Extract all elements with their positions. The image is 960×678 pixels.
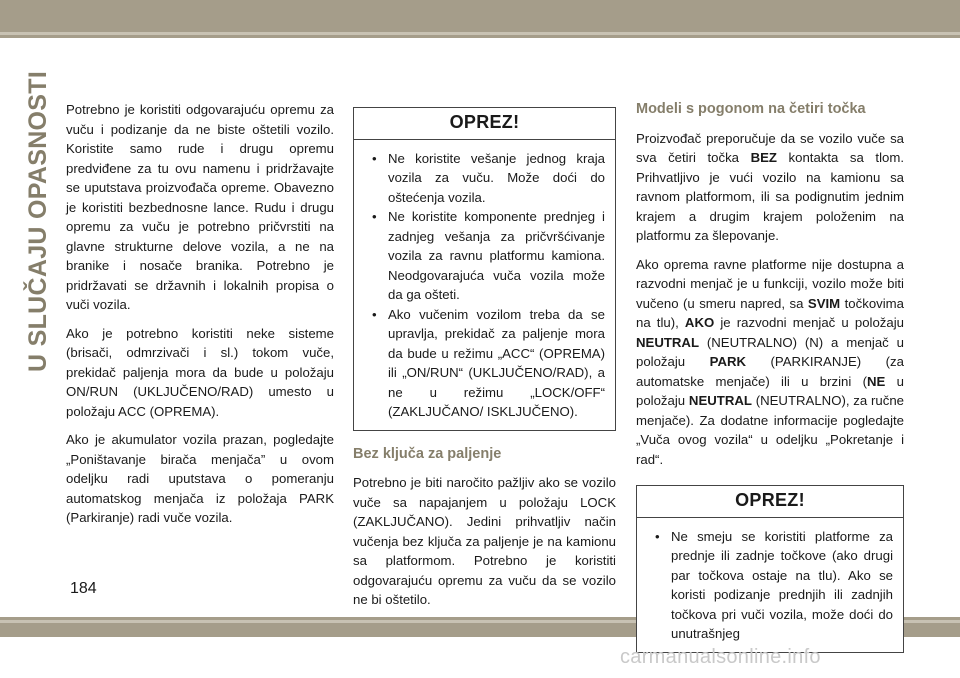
warning-item: • Ako vučenim vozilom treba da se upravlja, prekidač za paljenje mora da bude u režimu „ACC“ (OPREMA) ili „ON/RUN“ (UKLJUČENO/RAD), a ne u režimu „LOCK/OFF“ (ZAKLJUČANO/ ISKLJUČENO).: [372, 306, 605, 419]
top-band-stripe: [0, 32, 960, 35]
top-band: [0, 0, 960, 38]
column-middle: [353, 100, 616, 619]
paragraph-ignition-position: Ako je potrebno koristiti neke sisteme (brisači, odmrzivači i sl.) tokom vuče, prekidač paljenja mora da bude u položaju ON/RUN (UKLJUČENO/RAD) umesto u položaju ACC (OPREMA).: [66, 325, 334, 419]
bullet-icon: •: [372, 209, 377, 224]
paragraph-4wd-flatbed: Ako oprema ravne platforme nije dostupna a razvodni menjač je u funkciji, vozilo može biti vučeno (u smeru napred, sa SVIM točkovima na tlu), AKO je razvodni menjač u položaju NEUTRAL (NEUTRALNO) (N) a menjač u položaju PARK (PARKIRANJE) (za automatske menjače) ili u brzini (NE u položaju NEUTRAL (NEUTRALNO), za ručne menjače). Za dodatne informacije pogledajte „Vuča ovog vozila“ u odeljku „Pokretanje i rad“.: [636, 256, 904, 467]
bullet-icon: •: [372, 306, 377, 322]
warning-box-towing: [353, 107, 616, 431]
warning-list: [354, 140, 615, 430]
warning-box-dolly: [636, 485, 904, 653]
page-number: 184: [70, 580, 97, 597]
paragraph-4wd-recommendation: Proizvođač preporučuje da se vozilo vuče sa sva četiri točka BEZ kontakta sa tlom. Prihvatljivo je vući vozilo na kamionu sa ravnom platformom, ili sa podignutim jednim krajem a drugim krajem položenim na platformu za šlepovanje.: [636, 130, 904, 243]
warning-title: OPREZ!: [637, 486, 903, 518]
column-left: [66, 100, 334, 537]
section-side-title: U SLUČAJU OPASNOSTI: [24, 70, 52, 372]
bullet-icon: •: [655, 528, 660, 544]
column-right: [636, 100, 904, 653]
paragraph-towing-equipment: Potrebno je koristiti odgovarajuću opremu za vuču i podizanje da ne biste oštetili vozilo. Koristite samo rude i drugu opremu predviđene za tu ovu namenu i pridržavajte se uputstava proizvođača opreme. Obavezno je koristiti bezbednosne lance. Rudu i drugu opremu za vuču je potrebno pričvrstiti na glavne strukturne delove vozila, a ne na branike i nosače branika. Potrebno je pridržavati se državnih i lokalnih propisa o vuči vozila.: [66, 102, 334, 312]
watermark: carmanualsonline.info: [620, 646, 821, 668]
warning-item: • Ne koristite komponente prednjeg i zadnjeg vešanja za pričvršćivanje vozila za ravnu platformu kamiona. Neodgovarajuća vuča vozila može da ga ošteti.: [372, 209, 605, 302]
warning-list: [637, 518, 903, 652]
bullet-icon: •: [372, 150, 377, 166]
warning-title: OPREZ!: [354, 108, 615, 140]
paragraph-keyless-towing: Potrebno je biti naročito pažljiv ako se vozilo vuče sa napajanjem u položaju LOCK (ZAKLJUČANO). Jedini prihvatljiv način vučenja bez ključa za paljenje je na kamionu sa platformom. Potrebno je koristiti odgovarajuću opremu za vuču da se vozilo ne bi oštetilo.: [353, 475, 616, 607]
paragraph-dead-battery: Ako je akumulator vozila prazan, pogledajte „Poništavanje birača menjača” u ovom odeljku radi uputstava o pomeranju automatskog menjača iz položaja PARK (Parkiranje) radi vuče vozila.: [66, 432, 334, 525]
warning-item: • Ne koristite vešanje jednog kraja vozila za vuču. Može doći do oštećenja vozila.: [372, 150, 605, 205]
warning-item: • Ne smeju se koristiti platforme za prednje ili zadnje točkove (ako drugi par točkova ostaje na tlu). Ako se koristi podizanje prednjih ili zadnjih točkova pri vuči vozila, može doći do unutrašnjeg: [655, 528, 893, 641]
section-heading-4wd: Modeli s pogonom na četiri točka: [636, 101, 866, 117]
section-heading-keyless: Bez ključa za paljenje: [353, 445, 502, 462]
